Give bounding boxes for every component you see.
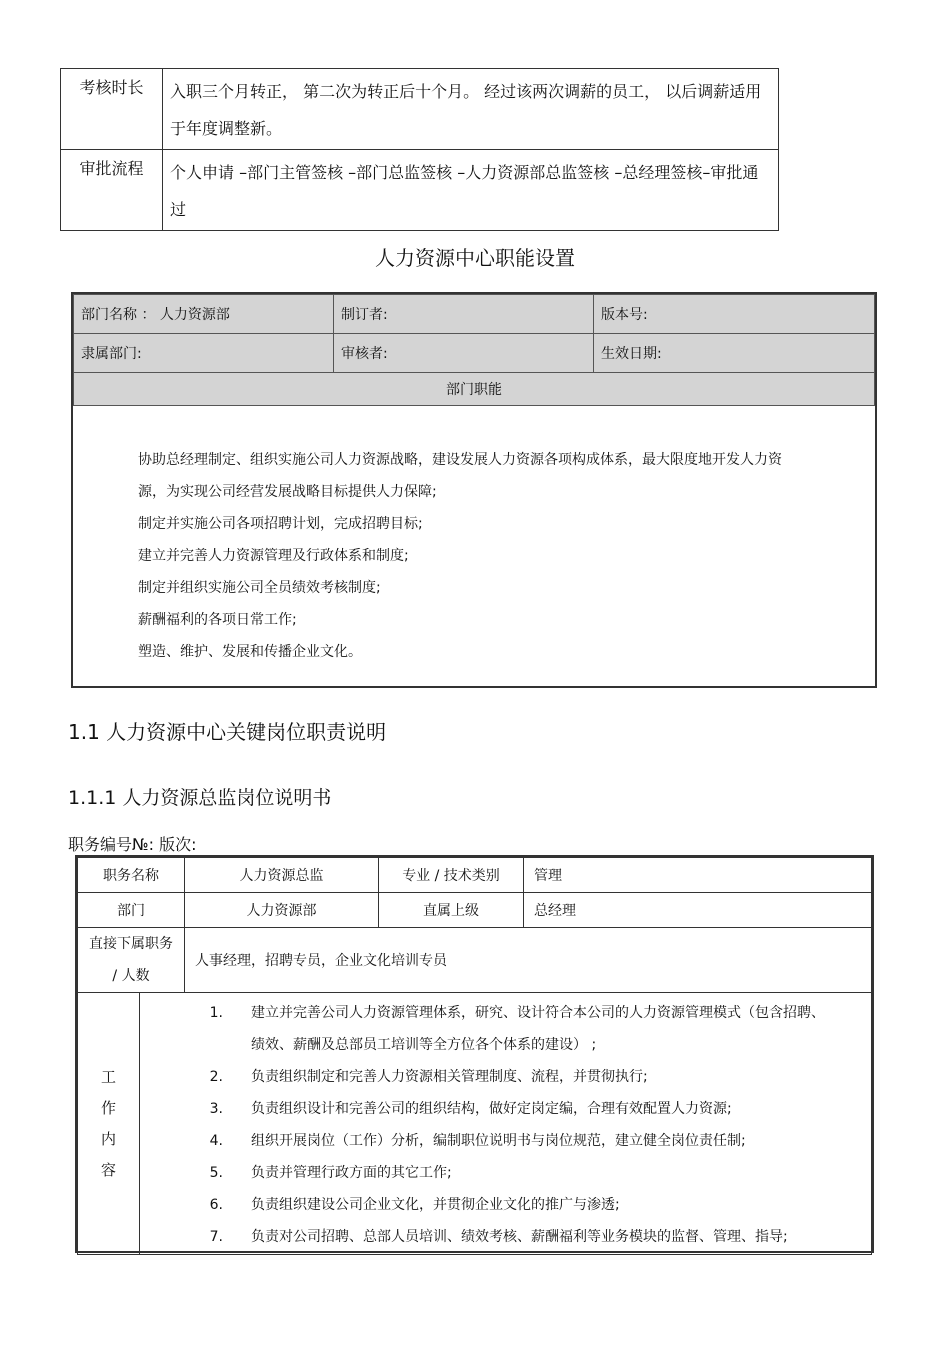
item-number: 5. (209, 1165, 223, 1181)
row-value: 入职三个月转正， 第二次为转正后十个月。 经过该两次调薪的员工， 以后调薪适用于年度调整新。 (163, 69, 779, 150)
table-row (74, 334, 875, 373)
work-label: 工作内容 (78, 993, 140, 1255)
item-text: 负责并管理行政方面的其它工作; (251, 1165, 452, 1181)
heading-2: 1.1.1 人力资源总监岗位说明书 (68, 787, 332, 809)
list-item (141, 1061, 870, 1093)
item-number: 4. (209, 1133, 223, 1149)
row-label: 审批流程 (61, 150, 163, 231)
function-item: 建立并完善人力资源管理及行政体系和制度; (138, 548, 409, 564)
section-title: 人力资源中心职能设置 (375, 246, 575, 270)
table-row (78, 993, 872, 1255)
category-value: 管理 (524, 858, 872, 893)
effective-date-cell: 生效日期: (594, 334, 875, 373)
function-item: 薪酬福利的各项日常工作; (138, 612, 297, 628)
dept-name-cell: 部门名称 ： 人力资源部 (74, 295, 334, 334)
job-description-table (75, 855, 874, 1253)
list-item (141, 997, 870, 1061)
item-text: 负责组织制定和完善人力资源相关管理制度、流程，并贯彻执行; (251, 1069, 648, 1085)
table-row (78, 858, 872, 893)
dept-label: 部门 (78, 893, 185, 928)
table-row (78, 928, 872, 993)
function-item: 制定并实施公司各项招聘计划，完成招聘目标; (138, 516, 423, 532)
list-item (141, 1093, 870, 1125)
function-item: 塑造、维护、发展和传播企业文化。 (138, 644, 362, 660)
superior-value: 总经理 (524, 893, 872, 928)
list-item (141, 1157, 870, 1189)
assessment-table (60, 68, 779, 231)
heading-1: 1.1 人力资源中心关键岗位职责说明 (68, 720, 387, 744)
superior-label: 直属上级 (379, 893, 524, 928)
subordinates-value: 人事经理，招聘专员，企业文化培训专员 (185, 928, 872, 993)
table-row (74, 295, 875, 334)
table-row (61, 150, 779, 231)
work-items (140, 993, 872, 1255)
function-item: 制定并组织实施公司全员绩效考核制度; (138, 580, 381, 596)
function-item: 协助总经理制定、组织实施公司人力资源战略，建设发展人力资源各项构成体系，最大限度地开发人力资源，为实现公司经营发展战略目标提供人力保障; (138, 452, 782, 500)
item-number: 6. (209, 1197, 223, 1213)
item-number: 7. (209, 1229, 223, 1245)
functions-list (73, 406, 798, 668)
row-label: 考核时长 (61, 69, 163, 150)
list-item (141, 1125, 870, 1157)
item-number: 3. (209, 1101, 223, 1117)
item-text: 负责对公司招聘、总部人员培训、绩效考核、薪酬福利等业务模块的监督、管理、指导; (251, 1229, 788, 1245)
job-number-line: 职务编号№: 版次: (68, 835, 197, 854)
item-number: 1. (209, 1005, 223, 1021)
list-item (141, 1189, 870, 1221)
category-label: 专业 / 技术类别 (379, 858, 524, 893)
item-number: 2. (209, 1069, 223, 1085)
dept-value: 人力资源部 (185, 893, 379, 928)
dept-function-table (71, 292, 877, 688)
drafter-cell: 制订者: (334, 295, 594, 334)
list-item (141, 1221, 870, 1253)
parent-dept-cell: 隶属部门: (74, 334, 334, 373)
functions-header: 部门职能 (74, 373, 875, 406)
table-row (74, 373, 875, 406)
row-value: 个人申请 –部门主管签核 –部门总监签核 –人力资源部总监签核 –总经理签核–审批通过 (163, 150, 779, 231)
reviewer-cell: 审核者: (334, 334, 594, 373)
job-title-value: 人力资源总监 (185, 858, 379, 893)
subordinates-label: 直接下属职务 / 人数 (78, 928, 185, 993)
version-cell: 版本号: (594, 295, 875, 334)
item-text: 建立并完善公司人力资源管理体系，研究、设计符合本公司的人力资源管理模式（包含招聘、绩效、薪酬及总部员工培训等全方位各个体系的建设） ; (251, 1005, 825, 1053)
job-title-label: 职务名称 (78, 858, 185, 893)
table-row (61, 69, 779, 150)
table-row (78, 893, 872, 928)
item-text: 组织开展岗位（工作）分析，编制职位说明书与岗位规范，建立健全岗位责任制; (251, 1133, 746, 1149)
item-text: 负责组织建设公司企业文化，并贯彻企业文化的推广与渗透; (251, 1197, 620, 1213)
item-text: 负责组织设计和完善公司的组织结构，做好定岗定编，合理有效配置人力资源; (251, 1101, 732, 1117)
